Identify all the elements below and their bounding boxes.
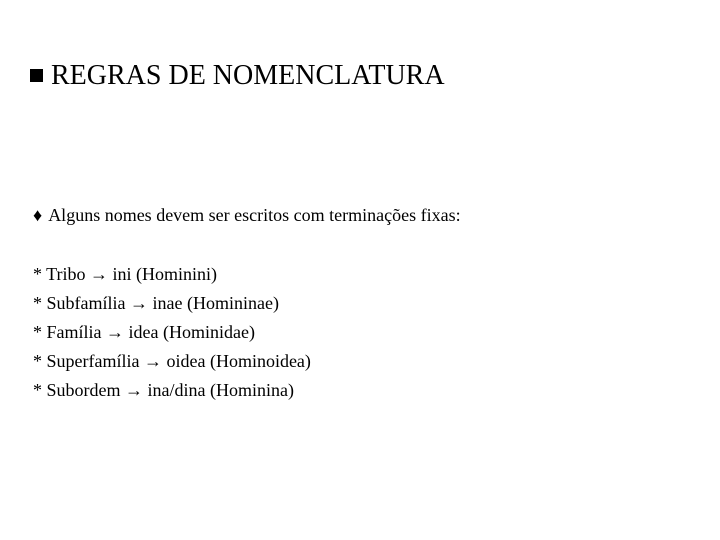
rule-subfamilia: * Subfamília → inae (Homininae) [33,293,279,313]
rule-tribo: * Tribo → ini (Hominini) [33,264,218,284]
rule-superfamilia: * Superfamília → oidea (Hominoidea) [33,351,311,371]
nomenclature-rules-list [33,260,311,405]
diamond-bullet-icon: ♦ [33,205,43,225]
slide-title-text: REGRAS DE NOMENCLATURA [51,60,445,91]
slide-title [30,58,445,94]
intro-text: Alguns nomes devem ser escritos com terminações fixas: [48,205,461,225]
intro-line [33,203,461,227]
rule-subordem: * Subordem → ina/dina (Hominina) [33,380,294,400]
black-square-icon [30,69,43,82]
rule-familia: * Família → idea (Hominidae) [33,322,255,342]
